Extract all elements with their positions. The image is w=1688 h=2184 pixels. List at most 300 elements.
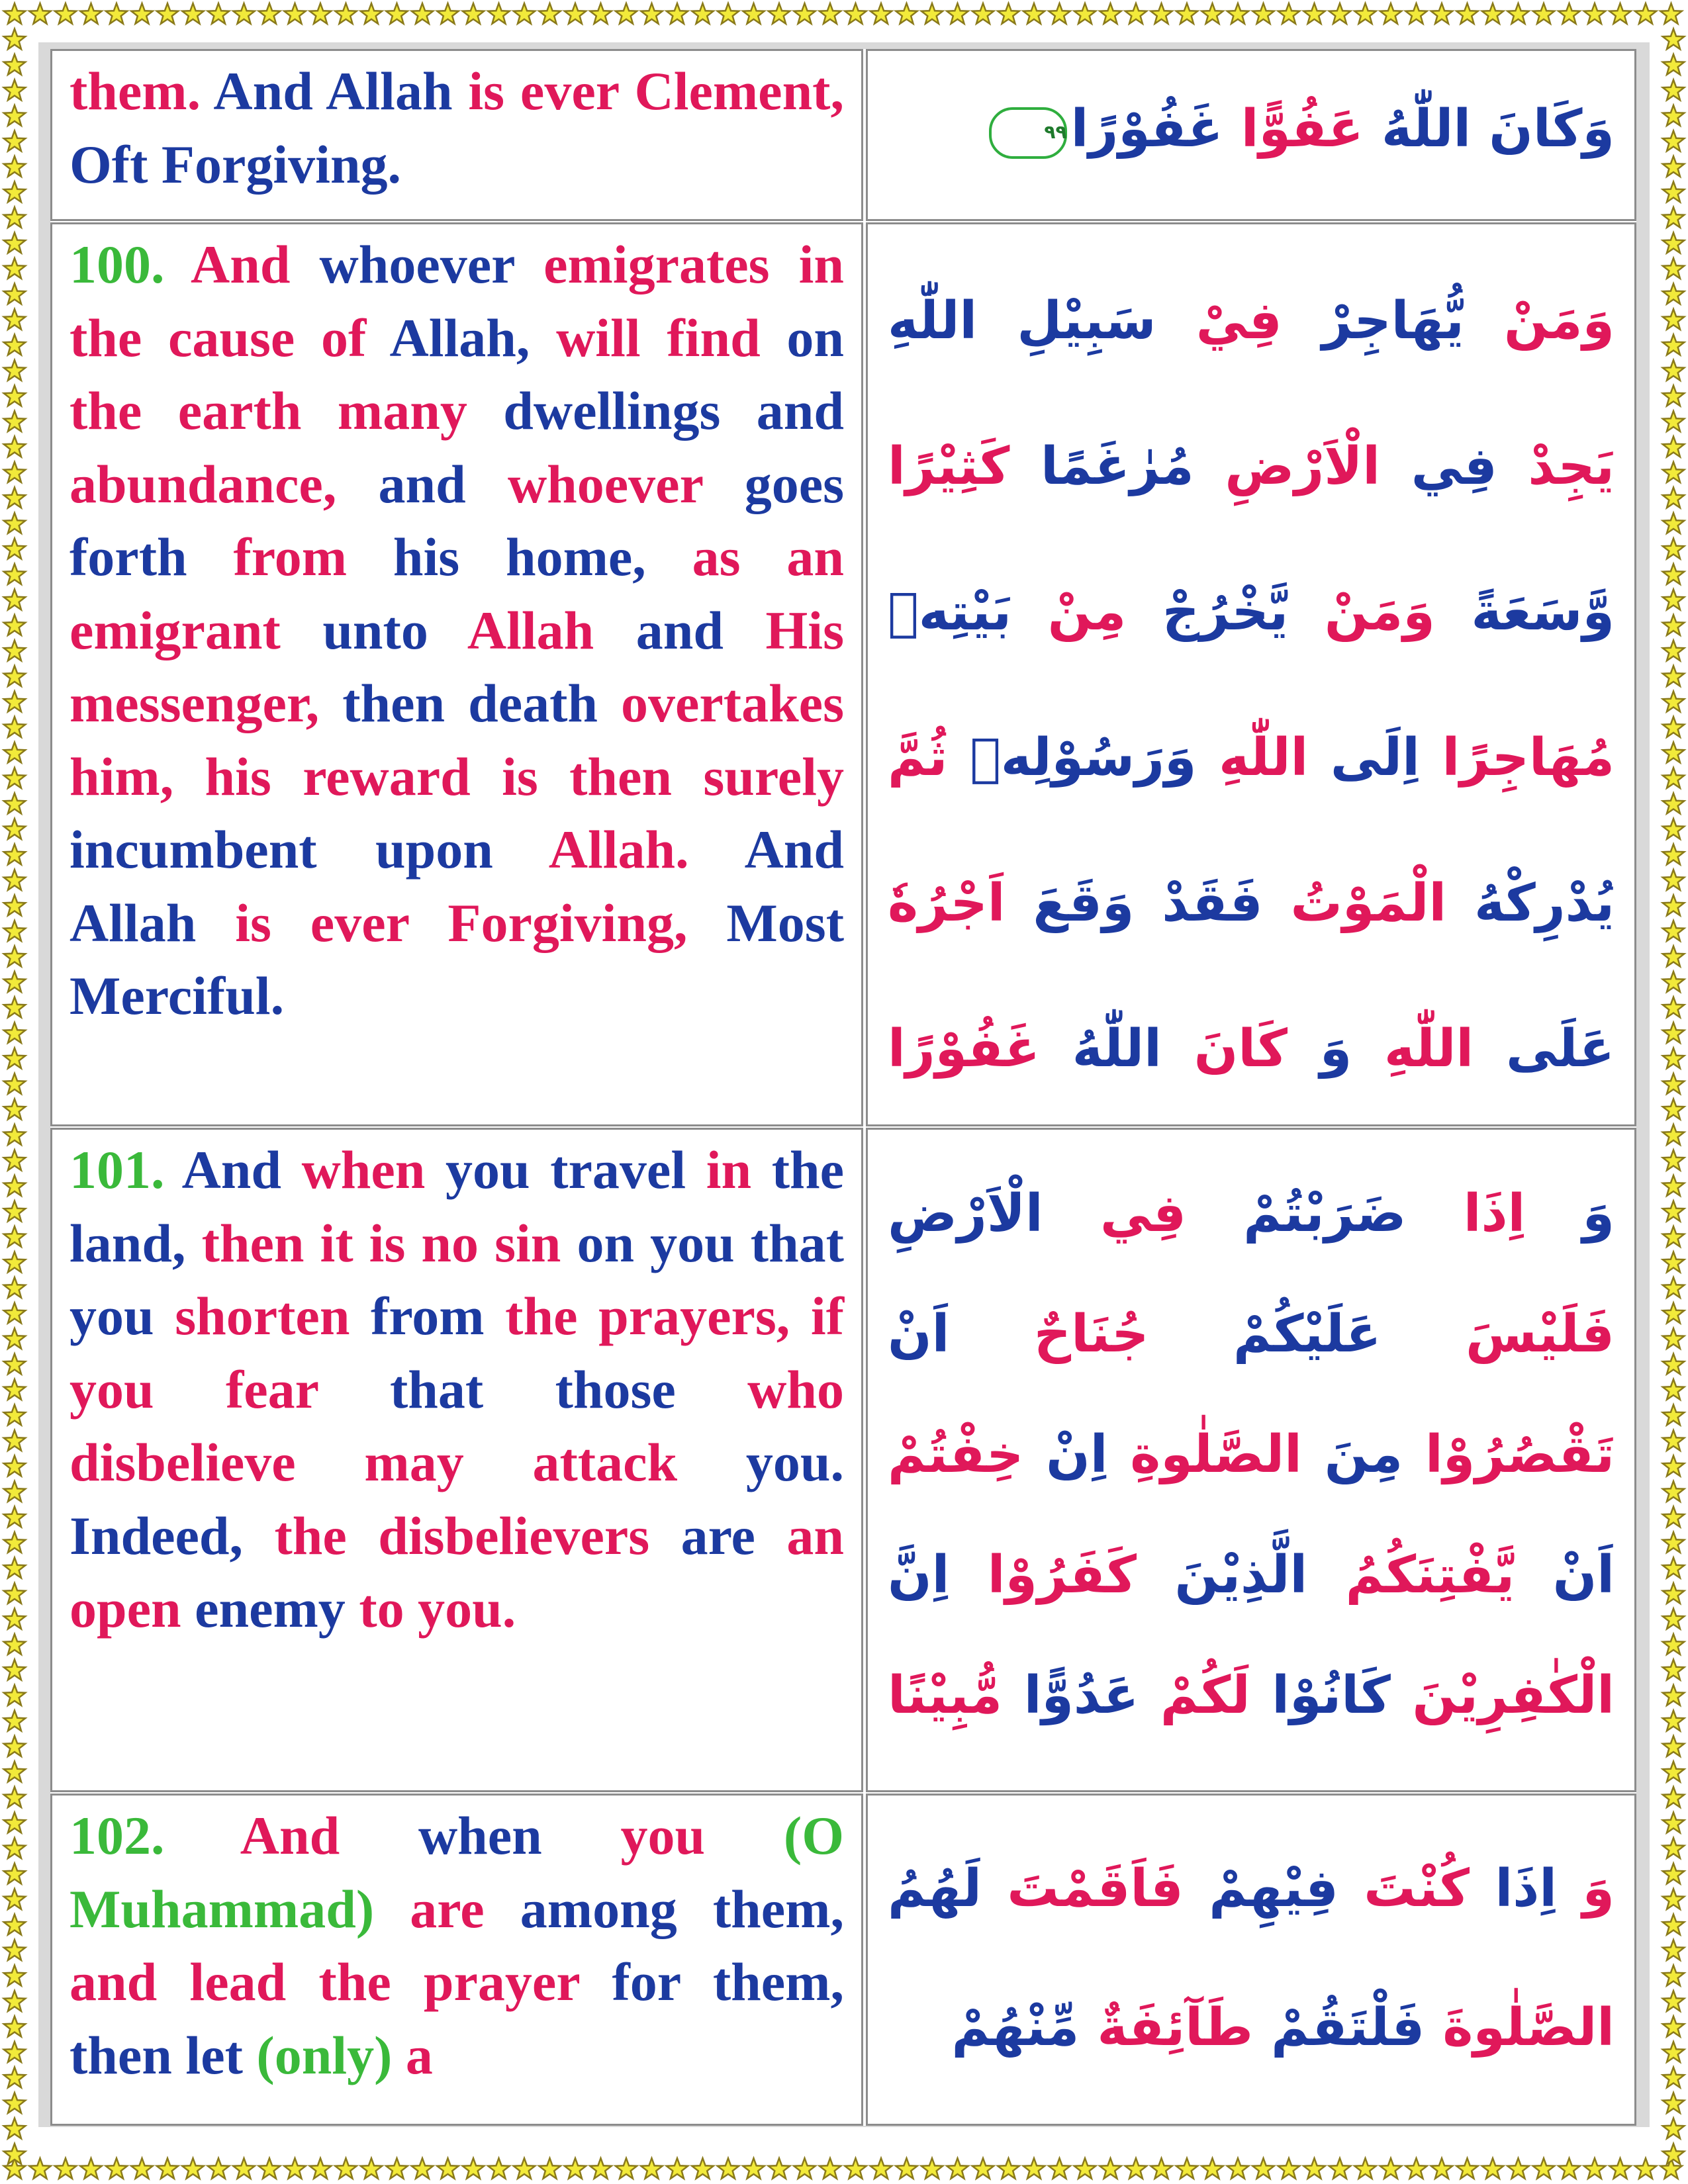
- border-star-icon: [4, 1175, 25, 1196]
- text-segment: جُنَاحٌ: [949, 1304, 1149, 1364]
- border-star-icon: [80, 3, 101, 24]
- border-star-icon: [1405, 3, 1427, 24]
- border-star-icon: [1663, 743, 1684, 763]
- border-star-icon: [4, 1915, 25, 1935]
- text-segment: عَدُوًّا: [1002, 1666, 1139, 1725]
- verse-row-100: [50, 222, 1636, 1126]
- text-segment: مِّنْهُمْ: [951, 1998, 1080, 2058]
- border-star-icon: [947, 2158, 968, 2179]
- border-star-icon: [1354, 3, 1376, 24]
- text-segment: and: [336, 453, 508, 514]
- text-segment: مُهَاجِرًا: [1419, 728, 1615, 788]
- border-star-icon: [1663, 590, 1684, 610]
- border-star-icon: [284, 3, 305, 24]
- border-star-icon: [590, 3, 611, 24]
- border-star-icon: [4, 1787, 25, 1807]
- border-star-icon: [4, 921, 25, 941]
- verse-row-102: [50, 1794, 1636, 2126]
- text-segment: وَمَنْ: [1464, 291, 1615, 351]
- border-star-icon: [1663, 1787, 1684, 1807]
- border-star-icon: [437, 2158, 458, 2179]
- text-segment: that you: [70, 1212, 844, 1346]
- border-star-icon: [743, 2158, 764, 2179]
- border-star-icon: [4, 258, 25, 279]
- text-segment: ضَرَبْتُمْ: [1186, 1184, 1407, 1244]
- text-segment: Clement,: [618, 61, 844, 121]
- text-segment: Oft Forgiving.: [70, 134, 402, 195]
- border-star-icon: [1663, 2144, 1684, 2164]
- text-segment: كَفَرُوْا: [949, 1545, 1137, 1605]
- border-star-icon: [4, 1762, 25, 1782]
- border-star-icon: [1584, 3, 1605, 24]
- border-star-icon: [1482, 2158, 1503, 2179]
- text-segment: يَّخْرُجْ: [1126, 582, 1289, 642]
- border-star-icon: [1663, 1405, 1684, 1426]
- border-star-icon: [4, 1991, 25, 2011]
- border-star-icon: [4, 1430, 25, 1451]
- border-star-icon: [233, 3, 254, 24]
- border-star-icon: [1663, 1252, 1684, 1273]
- border-star-icon: [1303, 3, 1325, 24]
- text-segment: you: [620, 1805, 784, 1866]
- border-star-icon: [1176, 2158, 1197, 2179]
- border-star-icon: [1663, 1379, 1684, 1400]
- border-star-icon: [1456, 2158, 1477, 2179]
- verse-table: [50, 49, 1636, 2126]
- border-star-icon: [4, 819, 25, 839]
- border-star-icon: [1663, 1583, 1684, 1604]
- text-segment: يَجِدْ: [1497, 437, 1615, 496]
- text-segment: اللّٰهِ: [888, 291, 978, 351]
- text-segment: to you.: [359, 1578, 516, 1639]
- text-segment: on you: [577, 1212, 735, 1273]
- text-segment: بَيْتِهٖ: [888, 582, 1012, 642]
- text-segment: the prayers, if you fear: [70, 1286, 844, 1420]
- text-segment: emigrant: [70, 600, 323, 660]
- border-star-icon: [1663, 309, 1684, 330]
- border-star-icon: [1663, 921, 1684, 941]
- text-segment: 101.: [70, 1140, 165, 1200]
- border-star-icon: [1663, 564, 1684, 584]
- arabic-text: [888, 1819, 1615, 2097]
- border-star-icon: [4, 1609, 25, 1629]
- text-segment: اِنْ: [1023, 1425, 1108, 1484]
- border-star-icon: [565, 3, 586, 24]
- border-star-icon: [4, 233, 25, 253]
- border-star-icon: [1405, 2158, 1427, 2179]
- border-star-icon: [463, 2158, 484, 2179]
- border-star-icon: [1663, 54, 1684, 75]
- border-star-icon: [4, 1456, 25, 1477]
- ayah-marker-number: ٩٩: [1044, 120, 1067, 143]
- border-star-icon: [1663, 105, 1684, 126]
- border-star-icon: [1663, 1023, 1684, 1043]
- text-segment: عَلَى: [1474, 1019, 1615, 1079]
- text-segment: And Allah: [70, 819, 844, 953]
- border-star-icon: [1049, 3, 1070, 24]
- border-star-icon: [386, 3, 407, 24]
- border-star-icon: [1663, 1507, 1684, 1527]
- border-star-icon: [4, 1558, 25, 1578]
- border-star-icon: [4, 641, 25, 661]
- text-segment: عَلَيْكُمْ: [1149, 1304, 1382, 1364]
- border-star-icon: [514, 3, 535, 24]
- border-star-icon: [1100, 2158, 1121, 2179]
- border-star-icon: [4, 1736, 25, 1756]
- border-star-icon: [4, 564, 25, 584]
- border-star-icon: [4, 1023, 25, 1043]
- border-star-icon: [1635, 2158, 1656, 2179]
- border-star-icon: [565, 2158, 586, 2179]
- border-star-icon: [182, 2158, 203, 2179]
- border-star-icon: [1663, 768, 1684, 788]
- arabic-text: [888, 248, 1615, 1126]
- border-star-icon: [106, 3, 127, 24]
- text-segment: whoever: [507, 453, 745, 514]
- border-star-icon: [1609, 3, 1630, 24]
- border-star-icon: [4, 2017, 25, 2037]
- border-star-icon: [1176, 3, 1197, 24]
- text-segment: اِلَى: [1308, 728, 1420, 788]
- border-star-icon: [514, 2158, 535, 2179]
- border-star-icon: [1074, 2158, 1096, 2179]
- text-segment: and: [635, 600, 724, 660]
- text-segment: his home,: [393, 527, 692, 587]
- text-segment: disbelievers: [346, 1505, 681, 1566]
- text-segment: وَ: [1557, 1859, 1615, 1919]
- text-segment: for them, then let: [70, 1952, 844, 2085]
- text-segment: اللّٰهُ: [1363, 99, 1472, 159]
- text-segment: when: [301, 1140, 446, 1200]
- english-translation-cell: [50, 1794, 863, 2126]
- border-star-icon: [412, 3, 433, 24]
- text-segment: are: [680, 1505, 787, 1566]
- border-star-icon: [972, 2158, 994, 2179]
- border-star-icon: [1533, 2158, 1554, 2179]
- border-star-icon: [1329, 3, 1350, 24]
- border-star-icon: [1663, 1456, 1684, 1477]
- border-star-icon: [1663, 1813, 1684, 1833]
- border-star-icon: [1663, 1354, 1684, 1375]
- border-star-icon: [1278, 3, 1299, 24]
- text-segment: (only): [256, 2025, 406, 2085]
- border-star-icon: [1023, 3, 1045, 24]
- border-star-icon: [1100, 3, 1121, 24]
- border-star-icon: [4, 2158, 25, 2179]
- text-segment: many: [337, 381, 467, 441]
- text-segment: الَّذِيْنَ: [1137, 1545, 1308, 1605]
- border-star-icon: [1663, 1915, 1684, 1935]
- border-star-icon: [1049, 2158, 1070, 2179]
- border-star-icon: [794, 2158, 815, 2179]
- text-segment: unto: [322, 600, 467, 660]
- border-star-icon: [641, 2158, 662, 2179]
- border-star-icon: [4, 2093, 25, 2113]
- border-star-icon: [437, 3, 458, 24]
- english-text: [70, 55, 844, 201]
- text-segment: اللّٰهِ: [1352, 1019, 1474, 1079]
- text-segment: from: [187, 527, 393, 587]
- border-star-icon: [157, 3, 178, 24]
- border-star-icon: [1663, 1889, 1684, 1909]
- english-text: [70, 1799, 844, 2092]
- text-segment: dwellings and: [467, 381, 844, 441]
- border-star-icon: [896, 2158, 917, 2179]
- border-star-icon: [590, 2158, 611, 2179]
- text-segment: incumbent upon: [70, 819, 493, 880]
- border-star-icon: [1663, 131, 1684, 152]
- text-segment: emigrates: [543, 234, 770, 295]
- border-star-icon: [4, 1328, 25, 1349]
- border-star-icon: [4, 1277, 25, 1298]
- text-segment: فِيْهِمْ: [1183, 1859, 1338, 1919]
- border-star-icon: [1663, 1481, 1684, 1502]
- border-star-icon: [1663, 1328, 1684, 1349]
- verse-row-101: [50, 1128, 1636, 1792]
- text-segment: from: [371, 1286, 485, 1346]
- text-segment: then death: [342, 673, 598, 733]
- border-star-icon: [4, 844, 25, 865]
- border-star-icon: [1663, 2068, 1684, 2088]
- text-segment: and lead: [70, 1952, 319, 2012]
- border-star-icon: [55, 2158, 76, 2179]
- border-star-icon: [1663, 641, 1684, 661]
- text-segment: اَنْ: [1515, 1545, 1615, 1605]
- border-star-icon: [1663, 1430, 1684, 1451]
- text-segment: then surely: [538, 746, 844, 807]
- border-star-icon: [1663, 1277, 1684, 1298]
- border-star-icon: [4, 1864, 25, 1884]
- border-star-icon: [1663, 1660, 1684, 1680]
- border-star-icon: [1663, 1124, 1684, 1145]
- border-star-icon: [335, 2158, 356, 2179]
- border-star-icon: [4, 2118, 25, 2139]
- border-star-icon: [208, 2158, 229, 2179]
- text-segment: (O: [783, 1805, 844, 1866]
- text-segment: يَّفْتِنَكُمُ: [1307, 1545, 1515, 1605]
- border-star-icon: [1663, 539, 1684, 559]
- text-segment: فَلْتَقُمْ: [1252, 1998, 1425, 2058]
- verse-row-99: [50, 49, 1636, 221]
- ayah-number-marker: [989, 107, 1066, 158]
- border-star-icon: [1663, 1303, 1684, 1324]
- border-star-icon: [1663, 895, 1684, 916]
- border-star-icon: [310, 3, 331, 24]
- border-star-icon: [1201, 3, 1223, 24]
- border-star-icon: [845, 2158, 866, 2179]
- border-star-icon: [1663, 819, 1684, 839]
- border-star-icon: [870, 2158, 892, 2179]
- border-star-icon: [1663, 437, 1684, 457]
- text-segment: And: [164, 1805, 418, 1866]
- text-segment: 100.: [70, 234, 165, 295]
- border-star-icon: [4, 717, 25, 737]
- text-segment: مُّبِيْنًا: [888, 1666, 1003, 1725]
- text-segment: will: [556, 307, 641, 368]
- border-star-icon: [1663, 233, 1684, 253]
- border-star-icon: [4, 1634, 25, 1655]
- border-star-icon: [539, 2158, 560, 2179]
- border-star-icon: [1663, 717, 1684, 737]
- border-star-icon: [4, 692, 25, 712]
- text-segment: عَفُوًّا: [1223, 99, 1364, 159]
- text-segment: are: [410, 1878, 520, 1939]
- text-segment: الْمَوْتُ: [1262, 874, 1447, 933]
- border-star-icon: [1507, 3, 1528, 24]
- border-star-icon: [1663, 692, 1684, 712]
- border-star-icon: [131, 3, 152, 24]
- border-star-icon: [4, 1685, 25, 1706]
- border-star-icon: [1663, 2118, 1684, 2139]
- border-star-icon: [1663, 666, 1684, 686]
- border-star-icon: [4, 1201, 25, 1222]
- border-star-icon: [1609, 2158, 1630, 2179]
- text-segment: وَرَسُوْلِهٖ: [947, 728, 1197, 788]
- border-star-icon: [4, 2042, 25, 2062]
- border-star-icon: [4, 1252, 25, 1273]
- border-star-icon: [4, 437, 25, 457]
- border-star-icon: [4, 1405, 25, 1426]
- border-star-icon: [1663, 2017, 1684, 2037]
- border-star-icon: [4, 156, 25, 177]
- border-star-icon: [4, 1940, 25, 1960]
- border-star-icon: [4, 1048, 25, 1069]
- border-star-icon: [1663, 997, 1684, 1018]
- border-star-icon: [1635, 3, 1656, 24]
- text-segment: وَقَعَ: [1005, 874, 1135, 933]
- border-star-icon: [1663, 335, 1684, 355]
- border-star-icon: [4, 1838, 25, 1858]
- border-star-icon: [641, 3, 662, 24]
- text-segment: طَآئِفَةٌ: [1079, 1998, 1253, 2058]
- border-star-icon: [1278, 2158, 1299, 2179]
- border-star-icon: [1023, 2158, 1045, 2179]
- text-segment: the: [274, 1505, 347, 1566]
- border-star-icon: [1558, 3, 1579, 24]
- text-segment: اَجْرُهٗ: [888, 874, 1006, 933]
- border-star-icon: [998, 3, 1019, 24]
- border-star-icon: [1663, 1099, 1684, 1120]
- border-star-icon: [1663, 1048, 1684, 1069]
- border-star-icon: [4, 182, 25, 203]
- border-star-icon: [1663, 1838, 1684, 1858]
- border-star-icon: [1663, 870, 1684, 890]
- text-segment: تَقْصُرُوْا: [1403, 1425, 1615, 1484]
- text-segment: اِنَّ: [888, 1545, 950, 1605]
- border-star-icon: [1663, 1736, 1684, 1756]
- border-star-icon: [4, 539, 25, 559]
- border-star-icon: [1150, 3, 1172, 24]
- text-segment: فِي: [1380, 437, 1497, 496]
- border-star-icon: [820, 3, 841, 24]
- border-star-icon: [4, 946, 25, 967]
- border-star-icon: [1663, 946, 1684, 967]
- text-segment: Forgiving,: [408, 892, 727, 953]
- arabic-text-cell: [866, 1128, 1636, 1792]
- border-star-icon: [4, 1379, 25, 1400]
- border-star-icon: [4, 1099, 25, 1120]
- text-segment: the prayer: [318, 1952, 580, 2012]
- border-star-icon: [1663, 513, 1684, 533]
- border-star-icon: [1663, 1634, 1684, 1655]
- border-star-icon: [718, 3, 739, 24]
- border-star-icon: [1663, 360, 1684, 381]
- border-star-icon: [488, 3, 509, 24]
- border-star-icon: [412, 2158, 433, 2179]
- arabic-text-cell: [866, 1794, 1636, 2126]
- border-star-icon: [1329, 2158, 1350, 2179]
- border-star-icon: [4, 1889, 25, 1909]
- border-star-icon: [1663, 1864, 1684, 1884]
- border-star-icon: [4, 743, 25, 763]
- border-star-icon: [4, 2068, 25, 2088]
- border-star-icon: [1431, 3, 1452, 24]
- border-star-icon: [1663, 1558, 1684, 1578]
- border-star-icon: [1663, 1711, 1684, 1731]
- arabic-text-cell: [866, 222, 1636, 1126]
- border-star-icon: [1663, 488, 1684, 508]
- border-star-icon: [1663, 1073, 1684, 1094]
- border-star-icon: [4, 284, 25, 304]
- text-segment: كَانَ: [1161, 1019, 1288, 1079]
- border-star-icon: [1663, 80, 1684, 101]
- border-star-icon: [718, 2158, 739, 2179]
- border-star-icon: [4, 411, 25, 432]
- border-star-icon: [4, 794, 25, 814]
- text-segment: ever: [520, 61, 619, 121]
- border-star-icon: [794, 3, 815, 24]
- text-segment: الْاَرْضِ: [888, 1184, 1043, 1244]
- english-translation-cell: [50, 49, 863, 221]
- border-star-icon: [539, 3, 560, 24]
- text-segment: when: [418, 1805, 621, 1866]
- border-star-icon: [29, 3, 50, 24]
- border-star-icon: [4, 1303, 25, 1324]
- border-star-icon: [4, 666, 25, 686]
- border-star-icon: [921, 3, 943, 24]
- text-segment: اَنْ: [888, 1304, 950, 1364]
- border-star-icon: [692, 2158, 713, 2179]
- border-star-icon: [1482, 3, 1503, 24]
- border-star-icon: [4, 1813, 25, 1833]
- border-star-icon: [1150, 2158, 1172, 2179]
- border-star-icon: [4, 972, 25, 992]
- text-segment: is ever: [235, 892, 409, 953]
- text-segment: goes forth: [70, 453, 844, 587]
- text-segment: يُدْرِكْهُ: [1446, 874, 1615, 933]
- text-segment: اِذَا: [1470, 1859, 1558, 1919]
- border-star-icon: [1663, 794, 1684, 814]
- text-segment: in the cause of: [70, 234, 845, 368]
- border-star-icon: [769, 3, 790, 24]
- border-star-icon: [157, 2158, 178, 2179]
- text-segment: enemy: [181, 1578, 359, 1639]
- text-segment: فِي: [1043, 1184, 1186, 1244]
- text-segment: كَانُوْا: [1250, 1666, 1391, 1725]
- text-segment: خِفْتُمْ: [888, 1425, 1024, 1484]
- text-segment: لَكُمْ: [1139, 1666, 1250, 1725]
- border-star-icon: [1663, 1226, 1684, 1247]
- border-star-icon: [4, 3, 25, 24]
- border-star-icon: [4, 513, 25, 533]
- border-star-icon: [4, 615, 25, 635]
- english-translation-cell: [50, 222, 863, 1126]
- text-segment: اللّٰهُ: [1039, 1019, 1162, 1079]
- border-star-icon: [4, 1660, 25, 1680]
- border-star-icon: [208, 3, 229, 24]
- text-segment: ثُمَّ: [888, 728, 948, 788]
- text-segment: Most Merciful.: [70, 892, 845, 1026]
